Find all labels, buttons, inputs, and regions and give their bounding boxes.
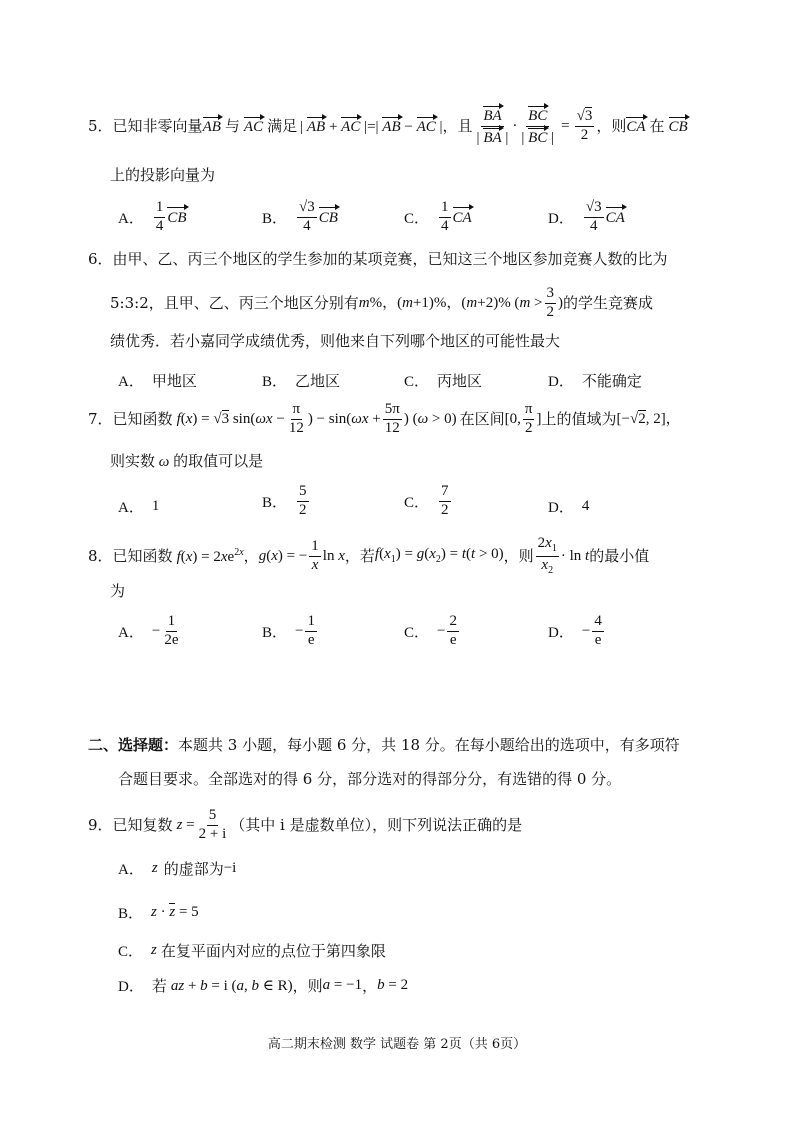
q7-option-a[interactable]: A． 1 xyxy=(118,498,160,516)
q7-option-d[interactable]: D． 4 xyxy=(548,498,590,516)
q9-fraction: $\frac{5}{2 + i}$ xyxy=(198,807,227,842)
q6-option-c[interactable]: C． 丙地区 xyxy=(404,372,483,390)
q7-range: [−√2, 2]， xyxy=(616,410,681,427)
q8-line1: 8． 已知函数 $f(x) = 2xe^{2x}$ ， g(x) = − $\frac{1}{x}$ ln x ，若 $f(x_1) = g(x_2) = t(t > 0)$ ，则 $\frac{2x_1}{x_2}$ · ln t 的最小值 xyxy=(88,535,650,576)
q9-option-a[interactable]: A． z 的虚部为 −i xyxy=(118,860,237,878)
q8-condition: $f(x_1) = g(x_2) = t(t > 0)$ xyxy=(374,546,504,565)
q7-line1: 7． 已知函数 f(x) = √3 sin(ωx − $\frac{\pi}{12}$ ) − sin(ωx + $\frac{5\pi}{12}$ ) (ω > 0) 在区间 [0, $\frac{\pi}{2}$ ] 上的值域为 [−√2, 2]， xyxy=(88,401,681,436)
q8-function-g: g(x) = − xyxy=(258,547,308,564)
q5-line2: 上的投影向量为 xyxy=(110,166,216,184)
q8-option-d[interactable]: D． − $\frac{4}{e}$ xyxy=(548,613,602,648)
q6-line3: 绩优秀．若小嘉同学成绩优秀，则他来自下列哪个地区的可能性最大 xyxy=(110,332,561,350)
q5-unit-BA: $\frac{BA}{| BA |}$ xyxy=(476,108,509,146)
q5-value-sqrt3-over-2: $\frac{√3}{2}$ xyxy=(576,108,593,143)
section2-line2: 合题目要求。全部选对的得 6 分，部分选对的得部分分，有选错的得 0 分。 xyxy=(118,770,622,788)
q9-line1: 9． 已知复数 z = $\frac{5}{2 + i}$ （其中 i 是虚数单位），则下列说法正确的是 xyxy=(88,807,523,842)
q8-expression: $\frac{2x_1}{x_2}$ xyxy=(537,535,557,576)
q6-line1: 6．由甲、乙、丙三个地区的学生参加的某项竞赛，已知这三个地区参加竞赛人数的比为 xyxy=(88,250,668,268)
q7-option-c[interactable]: C． $\frac{7}{2}$ xyxy=(404,483,449,518)
q8-option-c[interactable]: C． − $\frac{2}{e}$ xyxy=(404,613,457,648)
q5-option-c[interactable]: C． $\frac{1}{4}$ CA xyxy=(404,199,472,234)
section2-title: 二、选择题： xyxy=(88,736,179,754)
q5-condition: | AB + AC |=| AB − AC | xyxy=(300,119,443,136)
vector-CA: CA xyxy=(626,119,646,136)
q7-function: f(x) = √3 sin(ωx − xyxy=(176,410,285,427)
q7-option-b[interactable]: B． $\frac{5}{2}$ xyxy=(262,483,307,518)
q6-option-d[interactable]: D． 不能确定 xyxy=(548,372,642,390)
q9-option-c[interactable]: C． z 在复平面内对应的点位于第四象限 xyxy=(118,942,386,960)
q8-option-a[interactable]: A． − $\frac{1}{2e}$ xyxy=(118,613,179,648)
vector-CB: CB xyxy=(668,119,688,136)
q5-number: 5． xyxy=(88,116,113,135)
vector-AB: AB xyxy=(202,119,221,136)
q8-function-f: $f(x) = 2xe^{2x}$ xyxy=(176,546,244,565)
q6-fraction-3-2: $\frac{3}{2}$ xyxy=(546,285,554,320)
q6-line2: 5:3:2，且甲、乙、丙三个地区分别有 m%，(m+1)%，(m+2)% (m > $\frac{3}{2}$ ) 的学生竞赛成 xyxy=(110,285,654,320)
q6-percentages: m%，(m+1)%，(m+2)% (m > xyxy=(358,294,543,311)
q5-option-d[interactable]: D． $\frac{√3}{4}$ CA xyxy=(548,199,625,234)
q7-line2: 则实数 ω 的取值可以是 xyxy=(110,452,264,470)
q8-line2: 为 xyxy=(110,582,126,600)
section2-line1: 二、选择题：本题共 3 小题，每小题 6 分，共 18 分。在每小题给出的选项中，有多项符 xyxy=(88,736,680,754)
page-footer: 高二期末检测 数学 试题卷 第 2页（共 6页） xyxy=(267,1037,527,1052)
q9-option-d[interactable]: D． 若 az + b = i (a, b ∈ R) ，则 a = −1 ， b = 2 xyxy=(118,977,409,995)
vector-AC: AC xyxy=(243,119,264,136)
q6-option-a[interactable]: A． 甲地区 xyxy=(118,372,197,390)
q5-line1: 5． 已知非零向量 AB 与 AC 满足 | AB + AC |=| AB − AC | ，且 $\frac{BA}{| BA |}$ · $\frac{BC}{| BC |}$ = $\frac{√3}{2}$ ，则 CA 在 CB xyxy=(88,108,688,146)
q5-unit-BC: $\frac{BC}{| BC |}$ xyxy=(521,108,555,146)
q9-option-b[interactable]: B． z · z = 5 xyxy=(118,904,199,922)
q8-option-b[interactable]: B． − $\frac{1}{e}$ xyxy=(262,613,315,648)
q5-option-b[interactable]: B． $\frac{√3}{4}$ CB xyxy=(262,199,338,234)
q5-option-a[interactable]: A． $\frac{1}{4}$ CB xyxy=(118,199,187,234)
q6-option-b[interactable]: B． 乙地区 xyxy=(262,372,341,390)
